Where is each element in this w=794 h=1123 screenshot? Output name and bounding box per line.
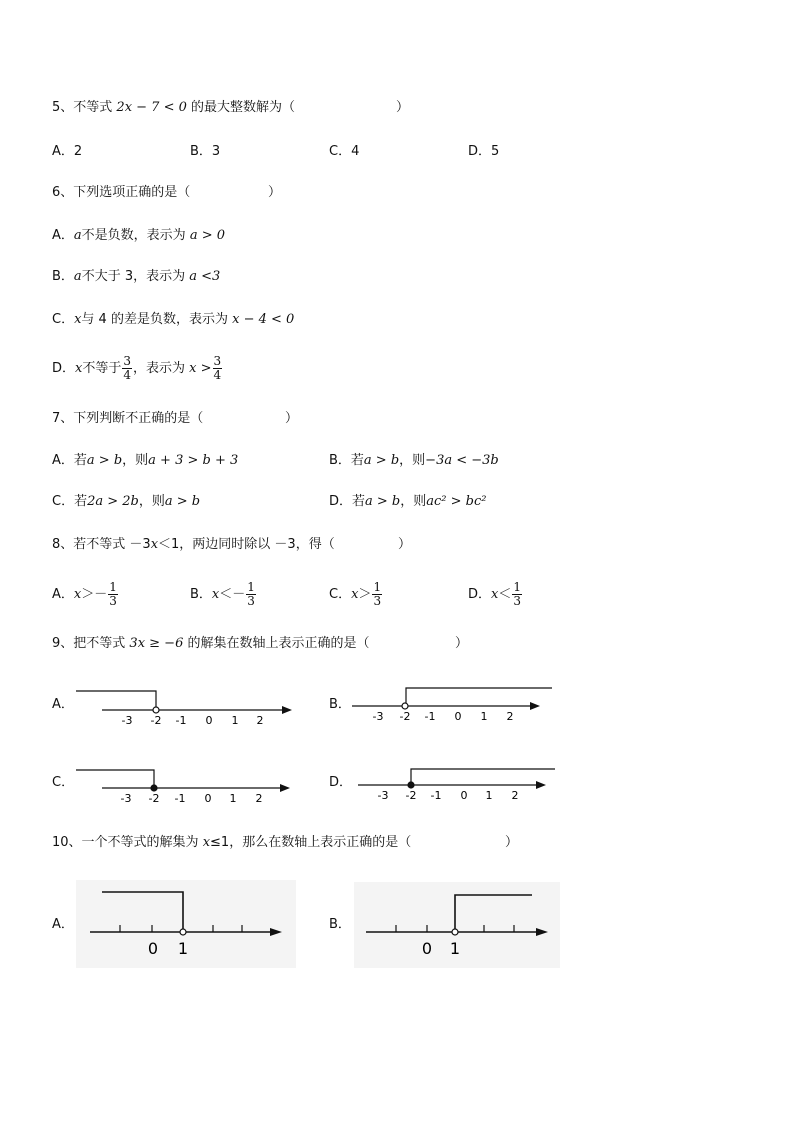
q7-close-paren: ） xyxy=(285,411,299,426)
tick-label: -1 xyxy=(174,792,186,805)
q6-stem: 6、下列选项正确的是（ xyxy=(52,185,191,200)
tick-label: -3 xyxy=(377,789,389,802)
q7-option-c[interactable]: C．若2a > 2b，则a > b xyxy=(52,494,201,509)
open-point xyxy=(402,703,408,709)
axis-arrow xyxy=(530,702,540,710)
closed-point xyxy=(151,785,157,791)
solution-region xyxy=(411,769,555,785)
q9-option-a-label[interactable]: A． xyxy=(52,697,74,712)
q9-number-line-c[interactable] xyxy=(70,764,300,810)
open-point xyxy=(452,929,458,935)
fraction: $\frac{1}{3}$ xyxy=(247,580,255,608)
q9-option-b-label[interactable]: B． xyxy=(329,697,351,712)
tick-label: 1 xyxy=(480,710,488,723)
axis-arrow xyxy=(280,784,290,792)
tick-label: -3 xyxy=(121,714,133,727)
q9-option-d-label[interactable]: D． xyxy=(329,775,353,790)
tick-label: 2 xyxy=(511,789,519,802)
q9-option-c-label[interactable]: C． xyxy=(52,775,75,790)
tick-label: -3 xyxy=(120,792,132,805)
q10-close-paren: ） xyxy=(505,835,519,850)
tick-label: -2 xyxy=(399,710,411,723)
q10-number-line-b[interactable] xyxy=(354,882,560,968)
axis-arrow xyxy=(536,781,546,789)
open-point xyxy=(153,707,159,713)
tick-label: 1 xyxy=(485,789,493,802)
q9-number-line-a[interactable] xyxy=(70,684,300,730)
tick-label: 0 xyxy=(205,714,213,727)
q8-option-d[interactable]: D．x＜ $\frac{1}{3}$ xyxy=(468,580,522,608)
q5-option-d[interactable]: D．5 xyxy=(468,144,500,159)
q10-option-a-label[interactable]: A． xyxy=(52,917,74,932)
q9-stem: 9、把不等式 3x ≥ −6 的解集在数轴上表示正确的是（ xyxy=(52,636,370,651)
q7-option-a[interactable]: A．若a > b，则a + 3 > b + 3 xyxy=(52,453,239,468)
q7-option-d[interactable]: D．若a > b，则ac² > bc² xyxy=(329,494,487,509)
fraction: $\frac{3}{4}$ xyxy=(123,354,132,382)
fraction: $\frac{1}{3}$ xyxy=(513,580,522,608)
tick-label: 2 xyxy=(256,714,264,727)
q5-stem: 5、不等式 2x − 7 < 0 的最大整数解为（ xyxy=(52,100,296,115)
tick-label: 2 xyxy=(255,792,263,805)
tick-label: -2 xyxy=(150,714,162,727)
q10-option-b-label[interactable]: B． xyxy=(329,917,351,932)
tick-label: 0 xyxy=(147,939,159,958)
q8-option-b[interactable]: B．x＜－ $\frac{1}{3}$ xyxy=(190,580,255,608)
q6-option-d[interactable]: D．x不等于 $\frac{3}{4}$ ，表示为 x > $\frac{3}{4}$ xyxy=(52,354,222,382)
q5-inequality: 2x − 7 < 0 xyxy=(116,100,187,115)
tick-label: 0 xyxy=(204,792,212,805)
tick-label: 0 xyxy=(421,939,433,958)
tick-label: -1 xyxy=(424,710,436,723)
tick-label: -1 xyxy=(175,714,187,727)
q8-stem: 8、若不等式 －3x＜1，两边同时除以 －3，得（ xyxy=(52,537,335,552)
closed-point xyxy=(408,782,414,788)
tick-label: 2 xyxy=(506,710,514,723)
q6-option-c[interactable]: C．x与 4 的差是负数，表示为 x − 4 < 0 xyxy=(52,312,295,327)
q8-option-a[interactable]: A．x＞－ $\frac{1}{3}$ xyxy=(52,580,117,608)
q5-close-paren: ） xyxy=(396,100,410,115)
q6-close-paren: ） xyxy=(268,185,282,200)
tick-label: 1 xyxy=(177,939,189,958)
q7-stem: 7、下列判断不正确的是（ xyxy=(52,411,204,426)
q9-number-line-b[interactable] xyxy=(346,684,558,730)
tick-label: 0 xyxy=(454,710,462,723)
q10-number-line-a[interactable] xyxy=(76,880,296,968)
tick-label: -2 xyxy=(405,789,417,802)
tick-label: -2 xyxy=(148,792,160,805)
q5-option-b[interactable]: B．3 xyxy=(190,144,221,159)
q8-close-paren: ） xyxy=(398,537,412,552)
q5-option-c[interactable]: C．4 xyxy=(329,144,360,159)
axis-arrow xyxy=(282,706,292,714)
open-point xyxy=(180,929,186,935)
fraction: $\frac{1}{3}$ xyxy=(109,580,117,608)
tick-label: 1 xyxy=(229,792,237,805)
fraction: $\frac{1}{3}$ xyxy=(373,580,382,608)
solution-region xyxy=(76,770,154,788)
q5-option-a[interactable]: A．2 xyxy=(52,144,83,159)
fraction: $\frac{3}{4}$ xyxy=(213,354,222,382)
q8-option-c[interactable]: C．x＞ $\frac{1}{3}$ xyxy=(329,580,382,608)
tick-label: -1 xyxy=(430,789,442,802)
q6-option-a[interactable]: A．a不是负数，表示为 a > 0 xyxy=(52,228,226,243)
q9-number-line-d[interactable] xyxy=(350,764,560,810)
tick-label: -3 xyxy=(372,710,384,723)
q6-option-b[interactable]: B．a不大于 3，表示为 a <3 xyxy=(52,269,221,284)
q10-stem: 10、一个不等式的解集为 x≤1，那么在数轴上表示正确的是（ xyxy=(52,835,412,850)
tick-label: 0 xyxy=(460,789,468,802)
tick-label: 1 xyxy=(449,939,461,958)
q9-close-paren: ） xyxy=(455,636,469,651)
solution-region xyxy=(76,691,156,708)
q7-option-b[interactable]: B．若a > b，则−3a < −3b xyxy=(329,453,499,468)
tick-label: 1 xyxy=(231,714,239,727)
